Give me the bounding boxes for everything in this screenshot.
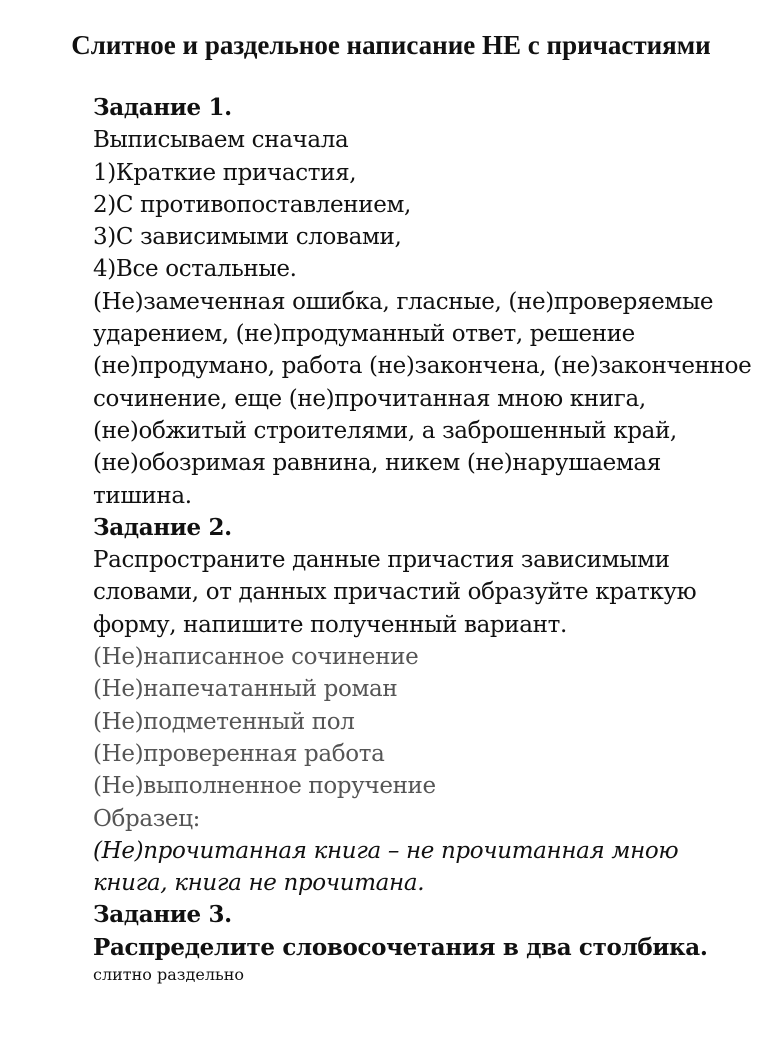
task2-sample-label: Образец: (93, 805, 201, 832)
task1-rule-2: 2)С противопоставлением, (93, 191, 412, 218)
task3-columns-label: слитно раздельно (93, 965, 245, 985)
task1-rule-1: 1)Краткие причастия, (93, 159, 357, 186)
task3-heading: Задание 3. (93, 901, 232, 929)
task2-item-1: (Не)написанное сочинение (93, 644, 419, 671)
task2-sample-text: (Не)прочитанная книга – не прочитанная мною книга, книга не прочитана. (93, 837, 679, 897)
document-body (93, 92, 753, 986)
page-title: Слитное и раздельное написание НЕ с причастиями (71, 30, 711, 60)
task1-heading: Задание 1. (93, 94, 232, 121)
task2-instruction: Распространите данные причастия зависимыми словами, от данных причастий образуйте краткую форму, напишите полученный вариант. (93, 547, 697, 638)
task2-item-4: (Не)проверенная работа (93, 740, 385, 767)
task3-instruction: Распределите словосочетания в два столбика. (93, 933, 708, 961)
task2-item-5: (Не)выполненное поручение (93, 773, 436, 800)
task2-item-2: (Не)напечатанный роман (93, 676, 398, 703)
task1-rule-3: 3)С зависимыми словами, (93, 224, 402, 251)
task1-intro: Выписываем сначала (93, 127, 349, 154)
task2-heading: Задание 2. (93, 513, 232, 541)
task1-rule-4: 4)Все остальные. (93, 256, 297, 283)
task2-item-3: (Не)подметенный пол (93, 708, 355, 735)
task1-exercise-text: (Не)замеченная ошибка, гласные, (не)проверяемые ударением, (не)продуманный ответ, решение (не)продумано, работа (не)закончена, (не)законченное сочинение, еще (не)прочитанная мною книга, (не)обжитый строителями, а заброшенный край, (не)обозримая равнина, никем (не)нарушаемая тишина. (93, 288, 752, 509)
